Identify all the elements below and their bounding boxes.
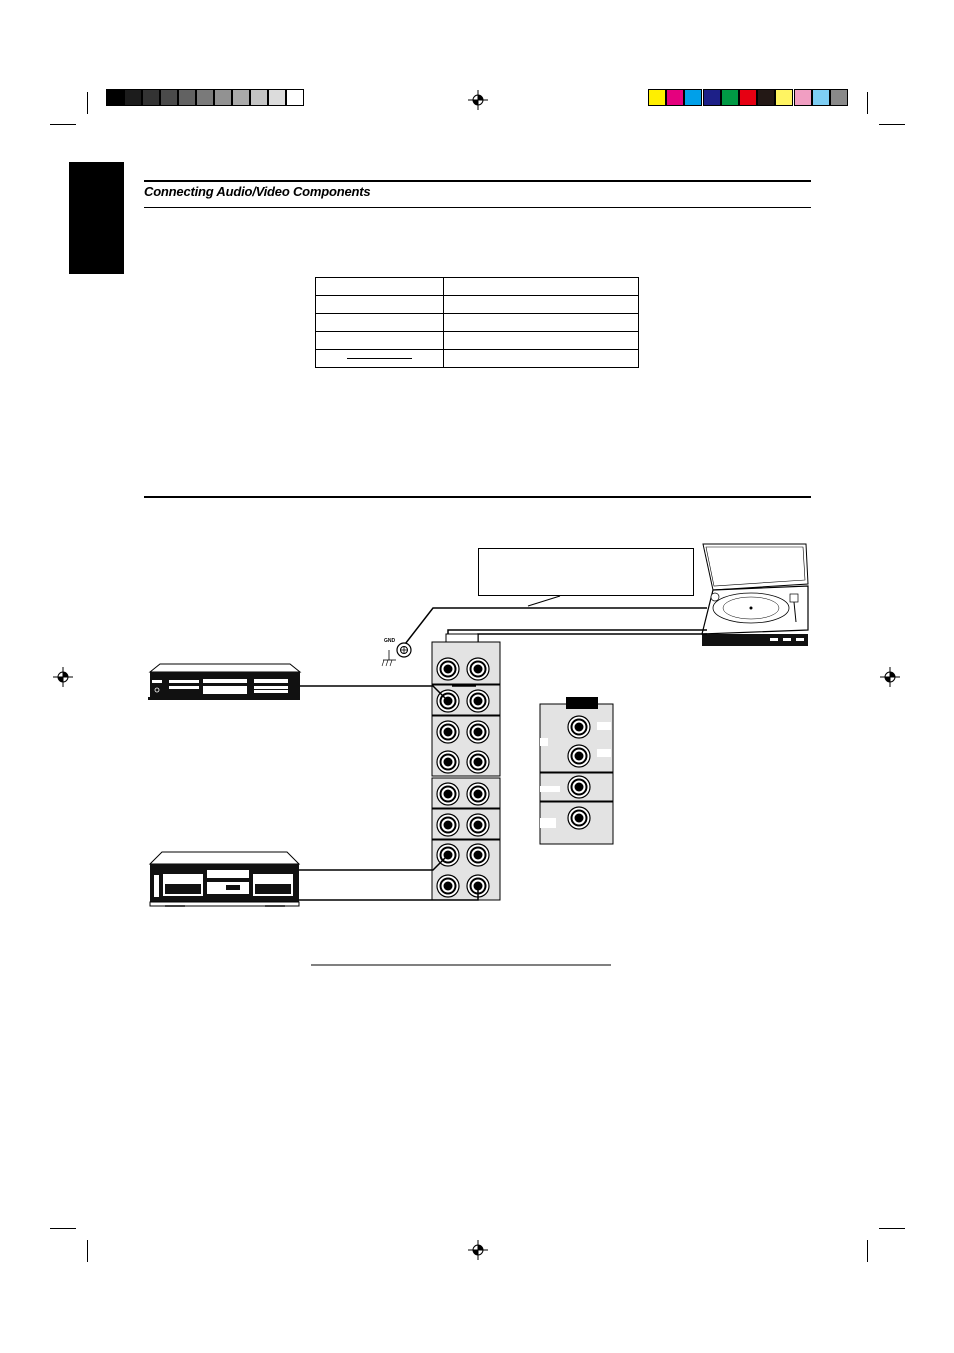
section-title: Connecting Audio/Video Components: [144, 184, 371, 199]
cd-player-icon: [148, 664, 300, 700]
turntable-icon: [702, 544, 808, 646]
rca-jack-icon: [437, 658, 459, 680]
ground-terminal-icon: [382, 643, 411, 666]
rca-jack-icon: [568, 716, 590, 738]
cassette-deck-icon: [150, 852, 299, 906]
rca-jack-icon: [437, 721, 459, 743]
rca-jack-icon: [568, 776, 590, 798]
rca-jack-icon: [467, 814, 489, 836]
rca-jack-icon: [467, 721, 489, 743]
rca-jack-icon: [467, 690, 489, 712]
video-jack-panel: [540, 697, 613, 844]
rca-jack-icon: [568, 745, 590, 767]
rca-jack-icon: [568, 807, 590, 829]
rca-jack-icon: [437, 875, 459, 897]
rca-jack-icon: [467, 783, 489, 805]
rca-jack-icon: [437, 814, 459, 836]
rca-jack-icon: [467, 658, 489, 680]
rca-jack-icon: [437, 751, 459, 773]
rca-jack-icon: [467, 751, 489, 773]
rca-jack-icon: [437, 783, 459, 805]
gnd-label: GND: [384, 638, 396, 644]
rca-jack-icon: [467, 844, 489, 866]
